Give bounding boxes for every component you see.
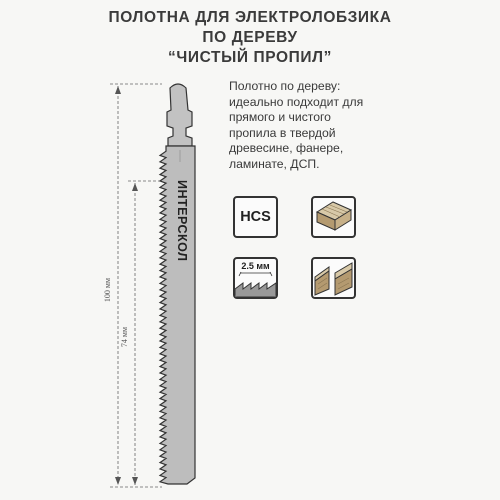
saw-teeth-icon [235,259,276,297]
description-line-5: древесине, фанере, [229,141,344,156]
total-length-dimension [103,84,162,487]
working-length-dimension [120,181,162,485]
total-length-label: 100 мм [103,277,112,303]
cut-board-icon [313,259,354,297]
title-line-2: ПО ДЕРЕВУ [202,29,298,46]
title-line-1: ПОЛОТНА ДЛЯ ЭЛЕКТРОЛОБЗИКА [108,9,392,26]
cut-board-badge [311,257,356,299]
material-hcs-badge [233,196,278,238]
product-description [229,79,409,173]
tooth-pitch-badge [233,257,278,299]
wood-board-badge [311,196,356,238]
description-line-2: идеально подходит для [229,94,364,109]
description-line-3: прямого и чистого [229,110,331,125]
blade [160,84,195,484]
description-line-1: Полотно по дереву: [229,79,341,93]
title-line-3: “ЧИСТЫЙ ПРОПИЛ” [168,49,332,66]
wood-board-icon [313,198,354,236]
description-line-4: пропила в твердой [229,125,336,140]
blade-brand-label: ИНТЕРСКОЛ [175,180,189,262]
material-label: HCS [240,209,271,225]
working-length-label: 74 мм [120,326,129,348]
description-line-6: ламинате, ДСП. [229,156,320,171]
blade-shank [167,84,192,146]
tooth-pitch-label: 2.5 мм [241,261,270,271]
